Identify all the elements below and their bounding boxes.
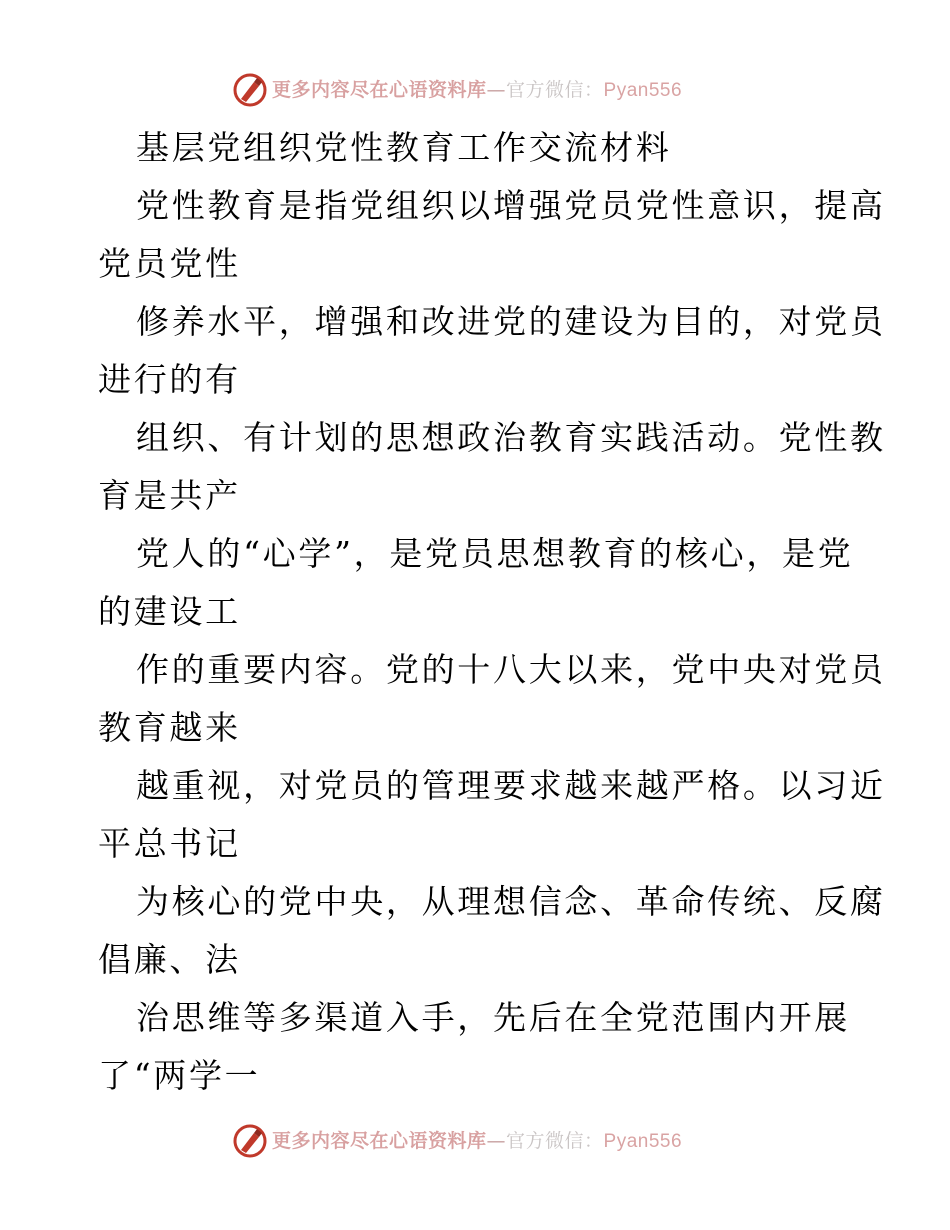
banner-dash: — xyxy=(486,78,507,101)
banner-dash: — xyxy=(486,1129,507,1152)
text-line: 党人的“心学”，是党员思想教育的核心，是党 xyxy=(136,534,854,573)
footer-watermark-banner xyxy=(232,1121,752,1161)
banner-main-text: 更多内容尽在心语资料库 xyxy=(272,78,487,101)
text-line: 倡廉、法 xyxy=(98,940,241,979)
text-line: 育是共产 xyxy=(98,476,241,515)
banner-wechat-id: Pyan556 xyxy=(603,79,683,101)
text-line: 组织、有计划的思想政治教育实践活动。党性教 xyxy=(136,418,886,457)
banner-wechat-label: 官方微信： xyxy=(506,1129,604,1152)
text-line: 进行的有 xyxy=(98,360,241,399)
text-line: 修养水平，增强和改进党的建设为目的，对党员 xyxy=(136,302,886,341)
pen-circle-logo-icon xyxy=(232,72,268,108)
banner-wechat-label: 官方微信： xyxy=(506,78,604,101)
document-title: 基层党组织党性教育工作交流材料 xyxy=(136,128,672,167)
header-banner-text xyxy=(272,78,683,101)
text-line: 作的重要内容。党的十八大以来，党中央对党员 xyxy=(136,650,886,689)
text-line: 教育越来 xyxy=(98,708,241,747)
text-line: 治思维等多渠道入手，先后在全党范围内开展 xyxy=(136,998,850,1037)
text-line: 平总书记 xyxy=(98,824,241,863)
pen-circle-logo-icon xyxy=(232,1123,268,1159)
text-line: 为核心的党中央，从理想信念、革命传统、反腐 xyxy=(136,882,886,921)
header-watermark-banner xyxy=(232,70,752,110)
text-line: 党性教育是指党组织以增强党员党性意识，提高 xyxy=(136,186,886,225)
text-line: 了“两学一 xyxy=(98,1056,261,1095)
text-line: 党员党性 xyxy=(98,244,241,283)
banner-main-text: 更多内容尽在心语资料库 xyxy=(272,1129,487,1152)
text-line: 越重视，对党员的管理要求越来越严格。以习近 xyxy=(136,766,886,805)
text-line: 的建设工 xyxy=(98,592,241,631)
footer-banner-text xyxy=(272,1129,683,1152)
banner-wechat-id: Pyan556 xyxy=(603,1130,683,1152)
